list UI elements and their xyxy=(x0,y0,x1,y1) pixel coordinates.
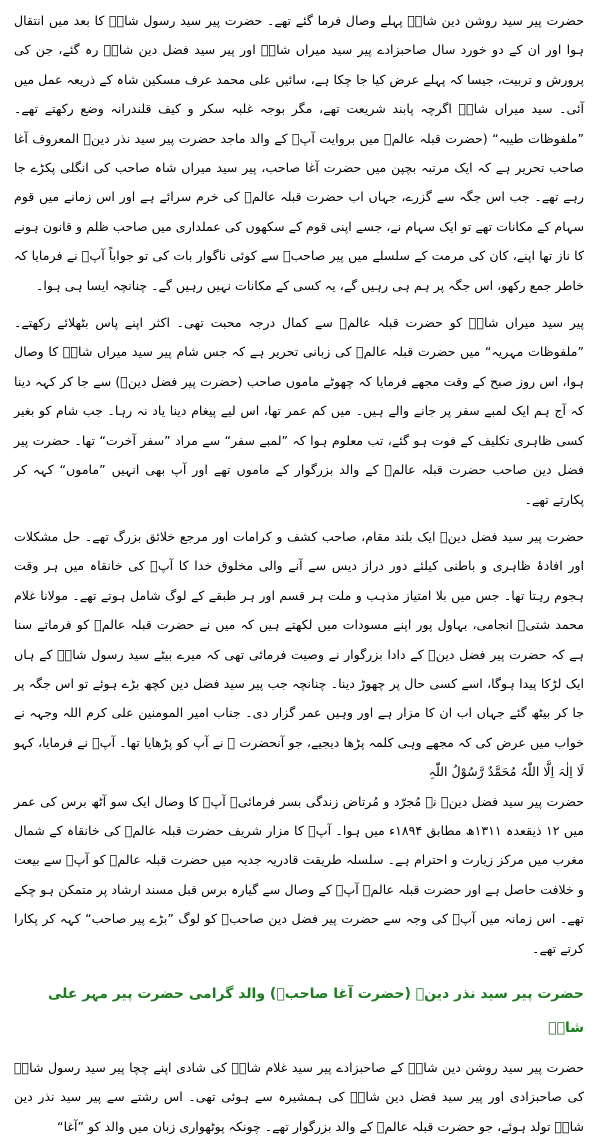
paragraph-spacer xyxy=(14,514,584,522)
paragraph-miran-shah: پیر سید میراں شاہؒ کو حضرت قبلہ عالمؒ سے کمال درجہ محبت تھی۔ اکثر اپنے پاس بٹھلائے رکھتے۔ ”ملفوظات مہریہ“ میں حضرت قبلہ عالمؒ کی زبانی تحریر ہے کہ جس شام پیر سید میراں شاہؒ کا وصال ہوا، اس روز صبح کے وقت مجھے فرمایا کہ چھوٹے ماموں صاحب (حضرت پیر فضل دینؒ) سے جا کر کہہ دینا کہ آج ہم ایک لمبے سفر پر جانے والے ہیں۔ میں کم عمر تھا، اس لیے پیغام دینا یاد نہ رہا۔ جب شام کو بغیر کسی ظاہری تکلیف کے فوت ہو گئے، تب معلوم ہوا کہ ”لمبے سفر“ سے مراد ”سفر آخرت“ تھا۔ حضرت پیر فضل دین صاحب حضرت قبلہ عالمؒ کے والد بزرگوار کے ماموں تھے اور آپ بھی انہیں ”ماموں“ کہہ کر پکارتے تھے۔ xyxy=(14,315,584,507)
paragraph-closing: حضرت پیر سید روشن دین شاہؒ کے صاحبزادے پیر سید غلام شاہؒ کی شادی اپنے چچا پیر سید رسول شاہؒ کی صاحبزادی اور پیر سید فضل دین شاہؒ کی ہمشیرہ سے ہوئی تھی۔ اس رشتے سے پیر سید نذر دین شاہؒ تولد ہوئے، جو حضرت قبلہ عالمؒ کے والد بزرگوار تھے۔ چونکہ پوٹھواری زبان میں والد کو ”آغا“ xyxy=(14,1060,584,1134)
paragraph-intro: حضرت پیر سید روشن دین شاہؒ پہلے وصال فرما گئے تھے۔ حضرت پیر سید رسول شاہؒ کا بعد میں انتقال ہوا اور ان کے دو خورد سال صاحبزادے پیر سید میراں شاہؒ اور پیر سید فضل دین شاہؒ رہ گئے، جن کی پرورش و تربیت، جیسا کہ پہلے عرض کیا جا چکا ہے، سائیں علی محمد عرف مسکین شاہ کے ذریعہ عمل میں آئی۔ سید میراں شاہؒ اگرچہ پابند شریعت تھے، مگر بوجہ غلبہ سکر و کیف قلندرانہ وضع رکھتے تھے۔ ”ملفوظات طیبہ“ (حضرت قبلہ عالمؒ میں بروایت آپؒ کے والد ماجد حضرت پیر سید نذر دینؒ المعروف آغا صاحب تحریر ہے کہ ایک مرتبہ بچپن میں حضرت آغا صاحب، پیر سید میراں شاہ صاحب کی انگلی پکڑے جا رہے تھے۔ جب اس جگہ سے گزرے، جہاں اب حضرت قبلہ عالمؒ کی خرم سرائے ہے اور اس زمانے میں قوم سہام کے مکانات تھے تو ایک سہام نے، جسے اپنی قوم کے سکھوں کی عملداری میں صاحب ظلم و قانون ہونے کا ناز تھا اپنے، کان کی مرمت کے سلسلے میں پیر صاحبؒ سے کوئی ناگوار بات کی تو جواباً آپؒ نے فرمایا کہ خاطر جمع رکھو، اس جگہ پر ہم ہی رہیں گے، یہ کسی کے مکانات نہیں رہیں گے۔ چنانچہ ایسا ہی ہوا۔ xyxy=(14,13,584,293)
paragraph-wisal: حضرت پیر سید فضل دینؒ نے مُجرّد و مُرتاض زندگی بسر فرمائی۔ آپؒ کا وصال ایک سو آٹھ برس کی عمر میں ۱۲ ذیقعدہ ۱۳۱۱ھ مطابق ۱۸۹۴ء میں ہوا۔ آپؒ کا مزار شریف حضرت قبلہ عالمؒ کی خانقاہ کے شمال مغرب میں مرکز زیارت و احترام ہے۔ سلسلہ طریقت قادریہ جدیہ میں حضرت قبلہ عالمؒ کو آپؒ سے بیعت و خلافت حاصل ہے اور حضرت قبلہ عالمؒ آپؒ کے وصال سے گیارہ برس قبل مسند ارشاد پر متمکن ہو چکے تھے۔ اس زمانہ میں آپؒ کی وجہ سے حضرت پیر فضل دین صاحبؒ کو لوگ ”بڑے پیر صاحب“ کہہ کر پکارا کرتے تھے۔ xyxy=(14,793,584,956)
section-heading: حضرت پیر سید نذر دینؒ (حضرت آغا صاحبؒ) والد گرامی حضرت پیر مہر علی شاہؒ xyxy=(48,986,584,1036)
section-spacer xyxy=(14,1045,584,1053)
paragraph-fazal-din: حضرت پیر سید فضل دینؒ ایک بلند مقام، صاحب کشف و کرامات اور مرجع خلائق بزرگ تھے۔ حل مشکلات اور افادۂ ظاہری و باطنی کیلئے دور دراز دیس سے آنے والی مخلوق خدا کا آپؒ کی خانقاہ میں ہر وقت ہجوم رہتا تھا۔ جس میں بلا امتیاز مذہب و ملت ہر قسم اور ہر طبقے کے لوگ شامل ہوتے تھے۔ مولانا غلام محمد شتیؒ انجامی، بہاول پور اپنے مسودات میں لکھتے ہیں کہ میں نے حضرت قبلہ عالمؒ کو فرماتے سنا ہے کہ حضرت پیر فضل دینؒ کے دادا بزرگوار نے وصیت فرمائی تھی کہ میرے بیٹے سید رسول شاہؒ کے ہاں ایک لڑکا پیدا ہوگا، اسے کسی حال پر چھوڑ دینا۔ چنانچہ جب پیر سید فضل دین کچھ بڑے ہوئے تو اس جگہ پر جا کر بیٹھ گئے جہاں اب ان کا مزار ہے اور وہیں عمر گزار دی۔ جناب امیر المومنین علی کرم اللہ وجہہ نے خواب میں عرض کی کہ مجھے وہی کلمہ پڑھا دیجیے، جو آنحضرت ﷺ نے آپ کو پڑھایا تھا۔ آپؒ نے فرمایا، کہو لَا اِلٰہَ اِلَّا اللّٰہُ مُحَمَّدٌ رَّسُوْلُ اللّٰہِ xyxy=(14,528,584,780)
paragraph-spacer xyxy=(14,300,584,308)
section-spacer xyxy=(14,963,584,977)
